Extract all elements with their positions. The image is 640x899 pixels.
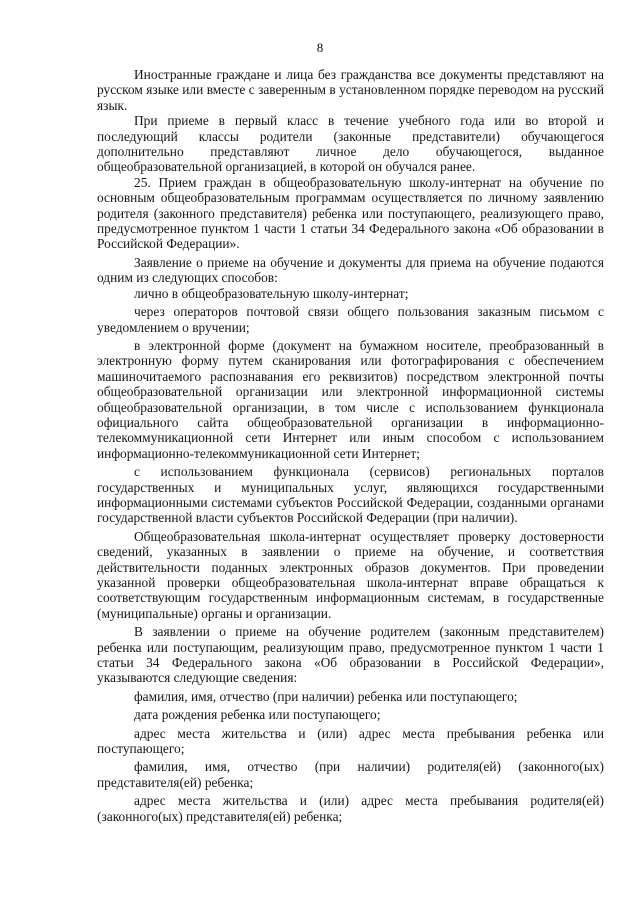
document-body [97, 67, 604, 824]
list-item-post: через операторов почтовой связи общего пользования заказным письмом с уведомлением о вручении; [97, 304, 604, 335]
list-item-portals: с использованием функционала (сервисов) региональных порталов государственных и муниципальных услуг, являющихся государственными информационными системами субъектов Российской Федерации, созданными органами государственной власти субъектов Российской Федерации (при наличии). [97, 464, 604, 526]
list-item-birth-date: дата рождения ребенка или поступающего; [134, 707, 381, 723]
paragraph-verification: Общеобразовательная школа-интернат осуществляет проверку достоверности сведений, указанных в заявлении о приеме на обучение, и соответствия действительности поданных электронных образов документов. При проведении указанной проверки общеобразовательная школа-интернат вправе обращаться к соответствующим государственным информационным системам, в государственные (муниципальные) органы и организации. [97, 528, 604, 621]
list-item-parent-address: адрес места жительства и (или) адрес места пребывания родителя(ей) (законного(ых) представителя(ей) ребенка; [97, 793, 604, 824]
list-item-in-person: лично в общеобразовательную школу-интернат; [134, 285, 409, 301]
list-item-parent-name: фамилия, имя, отчество (при наличии) родителя(ей) (законного(ых) представителя(ей) ребенка; [97, 759, 604, 790]
paragraph-foreign-citizens: Иностранные граждане и лица без гражданства все документы представляют на русском языке или вместе с заверенным в установленном порядке переводом на русский язык. [97, 67, 604, 113]
paragraph-application-contents: В заявлении о приеме на обучение родителем (законным представителем) ребенка или поступающим, реализующим право, предусмотренное пунктом 1 части 1 статьи 34 Федерального закона «Об образовании в Российской Федерации», указываются следующие сведения: [97, 624, 604, 686]
paragraph-item-25: 25. Прием граждан в общеобразовательную школу-интернат на обучение по основным общеобразовательным программам осуществляется по личному заявлению родителя (законного представителя) ребенка или поступающего, реализующего право, предусмотренное пунктом 1 части 1 статьи 34 Федерального закона «Об образовании в Российской Федерации». [97, 174, 604, 252]
list-item-child-name: фамилия, имя, отчество (при наличии) ребенка или поступающего; [134, 688, 518, 704]
paragraph-application-methods: Заявление о приеме на обучение и документы для приема на обучение подаются одним из следующих способов: [97, 254, 604, 286]
list-item-electronic: в электронной форме (документ на бумажном носителе, преобразованный в электронную форму путем сканирования или фотографирования с обеспечением машиночитаемого распознавания его реквизитов) посредством электронной почты общеобразовательной организации или электронной информационной системы общеобразовательной организации, в том числе с использованием функционала официального сайта общеобразовательной организации в информационно-телекоммуникационной сети Интернет или иным способом с использованием информационно-телекоммуникационной сети Интернет; [97, 337, 604, 461]
list-item-child-address: адрес места жительства и (или) адрес места пребывания ребенка или поступающего; [97, 725, 604, 757]
paragraph-first-class: При приеме в первый класс в течение учебного года или во второй и последующий классы родители (законные представители) обучающегося дополнительно представляют личное дело обучающегося, выданное общеобразовательной организацией, в которой он обучался ранее. [97, 113, 604, 175]
page-number: 8 [316, 40, 324, 55]
